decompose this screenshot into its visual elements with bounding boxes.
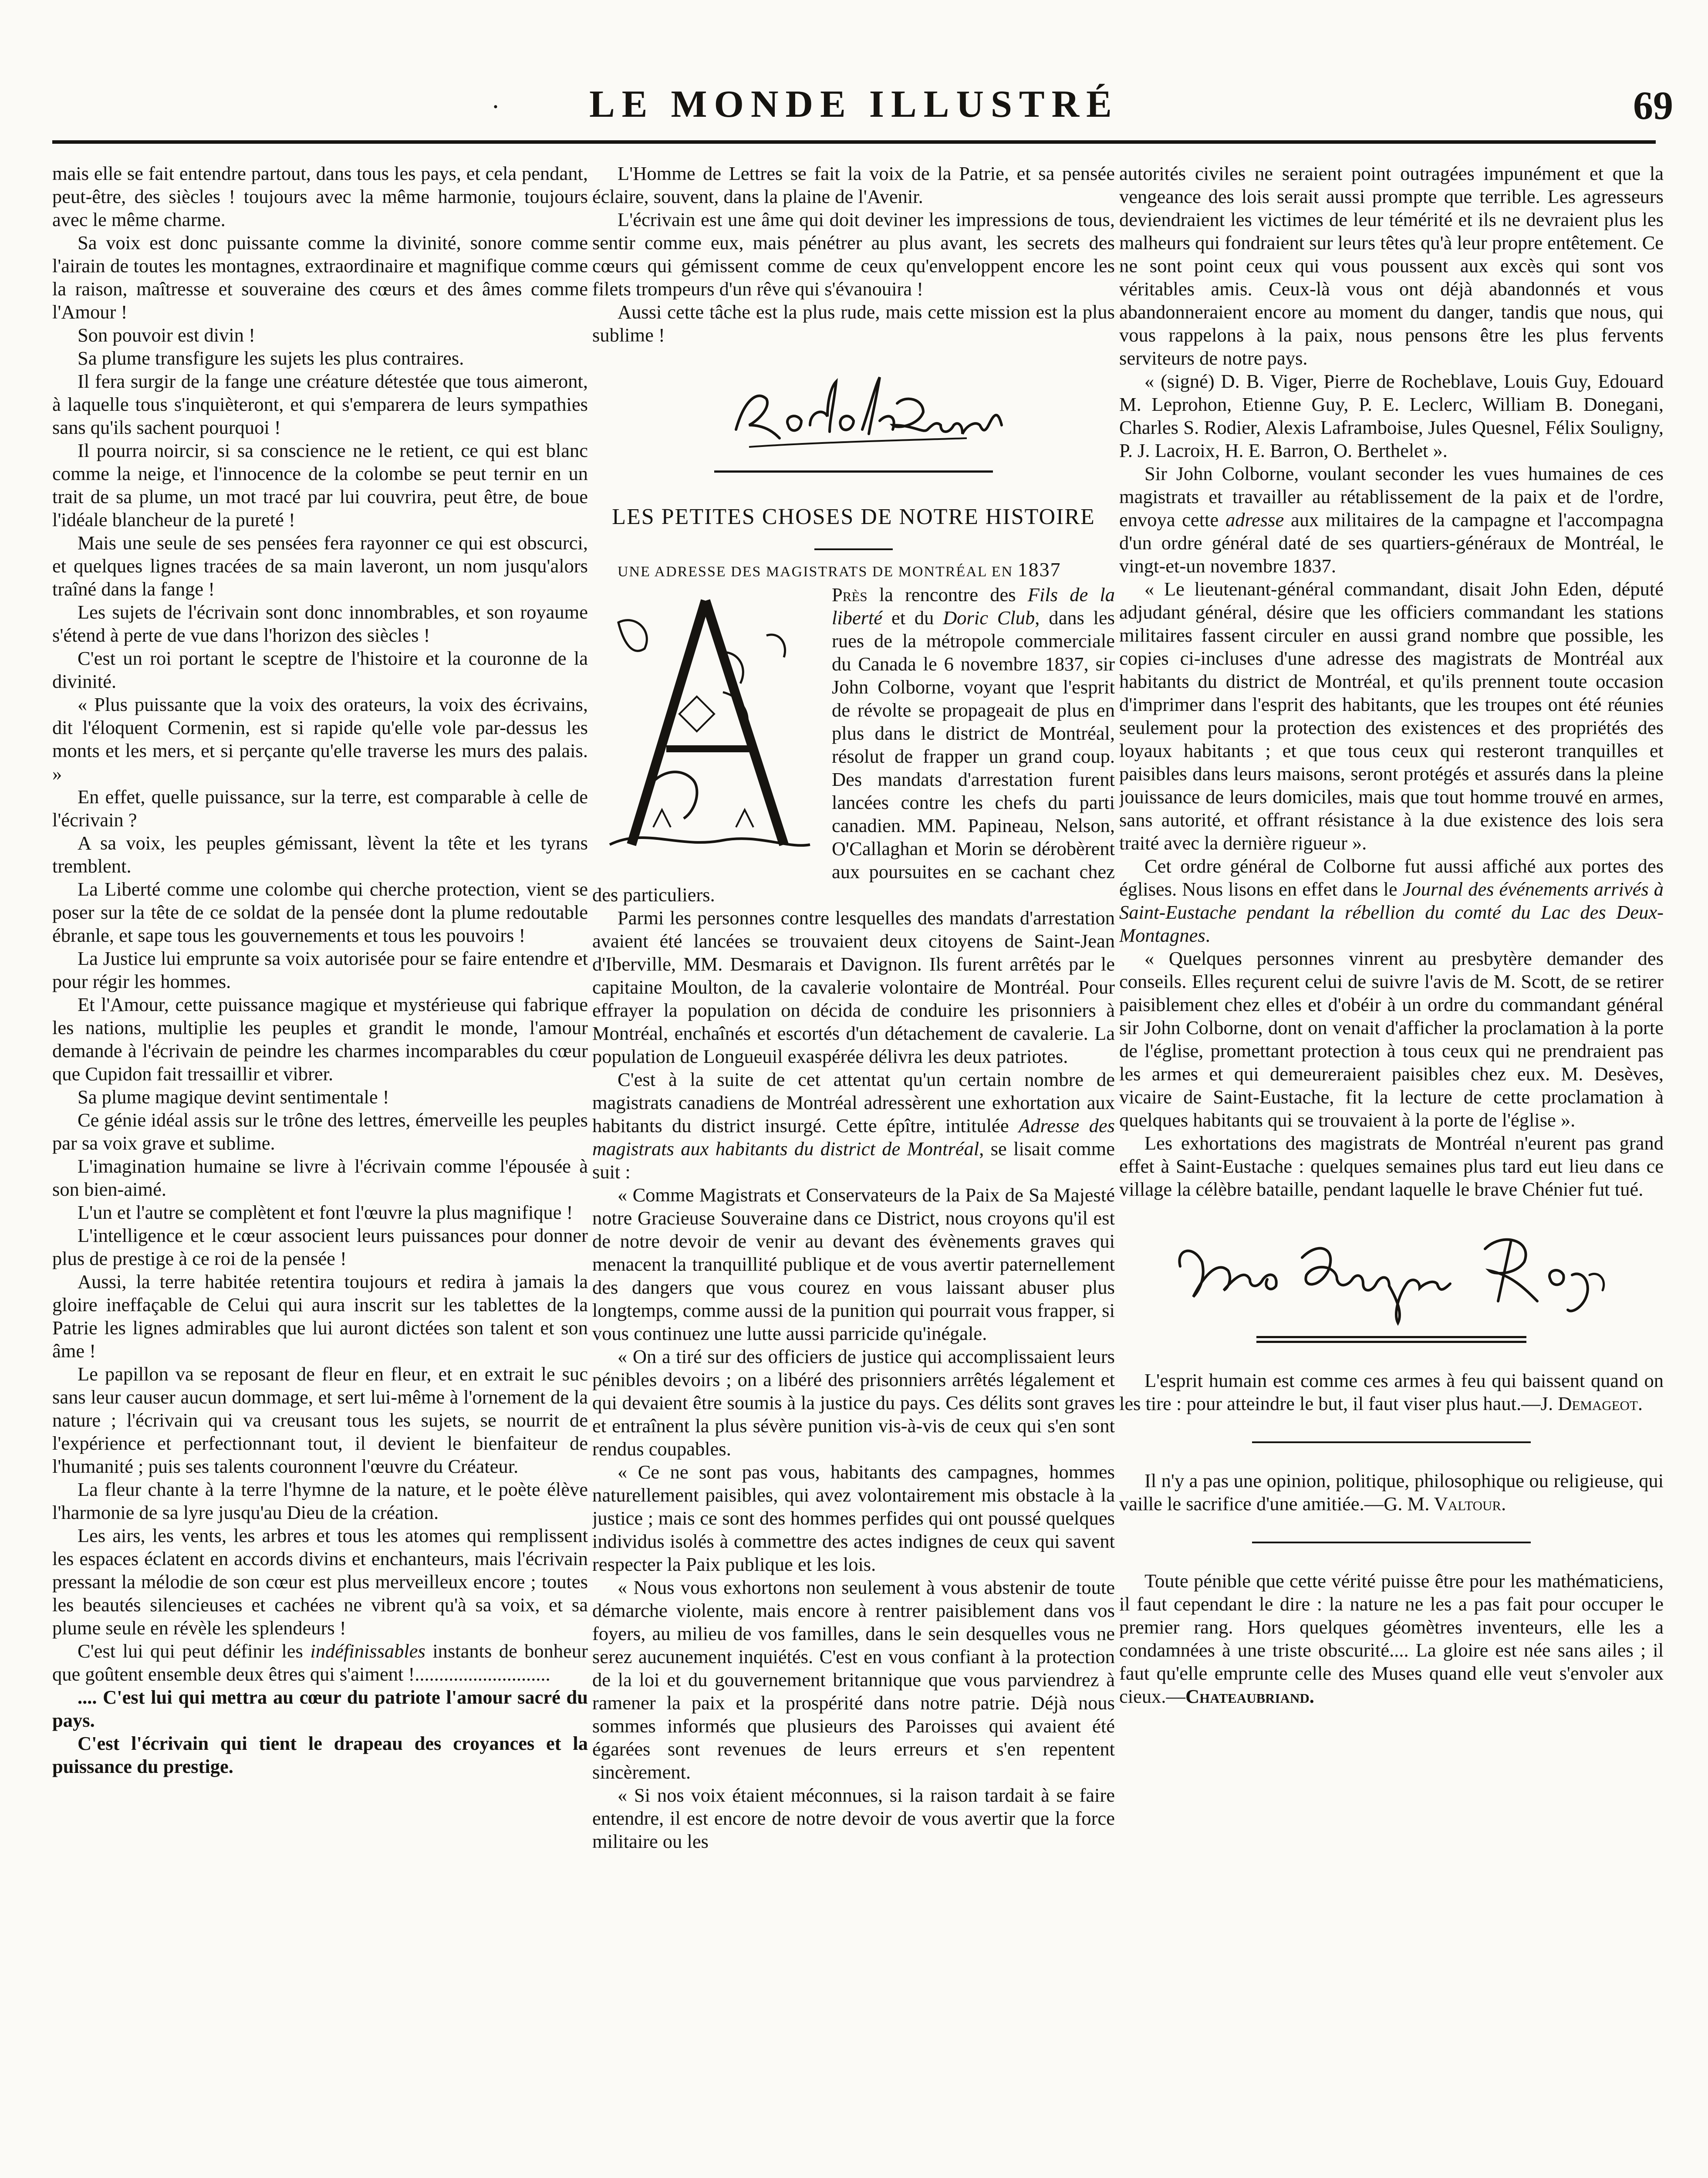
paragraph: Il fera surgir de la fange une créature détestée que tous aimeront, à laquelle tous s'inquièteront, et qui s'emparera de leurs sympathies sans qu'ils sachent pourquoi ! bbox=[52, 370, 588, 438]
journal-title: LE MONDE ILLUSTRÉ bbox=[589, 83, 1119, 125]
drop-cap-illustration bbox=[592, 583, 819, 862]
paragraph: A sa voix, les peuples gémissant, lèvent la tête et les tyrans tremblent. bbox=[52, 832, 588, 877]
separator-2 bbox=[1252, 1542, 1531, 1543]
paragraph-patriote: .... C'est lui qui mettra au cœur du patriote l'amour sacré du pays. bbox=[52, 1686, 588, 1731]
page-header bbox=[0, 0, 1708, 157]
paragraph: « Plus puissante que la voix des orateurs, la voix des écrivains, dit l'éloquent Cormenin, est si rapide qu'elle vole par-dessus les monts et les mers, et si perçante qu'elle traverse les murs des palais. » bbox=[52, 693, 588, 785]
paragraph: L'un et l'autre se complètent et font l'œuvre la plus magnifique ! bbox=[78, 1201, 573, 1223]
header-ornament: · bbox=[491, 92, 500, 121]
column-1-paragraphs bbox=[52, 162, 588, 1640]
quote-paragraph: « Comme Magistrats et Conservateurs de la Paix de Sa Majesté notre Gracieuse Souveraine dans ce District, nous croyons qu'il est de notre devoir de venir au devant des évènements graves qui menacent la tranquillité publique et de vous avertir paternellement des dangers que vous courez en vous laissant abuser plus longtemps, comme aussi de la punition qui pourrait vous frapper, si vous continuez une lutte aussi parricide qu'inégale. bbox=[592, 1184, 1115, 1344]
paragraph-adresse: C'est à la suite de cet attentat qu'un certain nombre de magistrats canadiens de Montréal adressèrent une exhortation aux habitants du district insurgé. Cette épître, intitulée Adresse des magistrats aux habitants du district de Montréal, se lisait comme suit : bbox=[592, 1069, 1115, 1183]
paragraph: Sa voix est donc puissante comme la divinité, sonore comme l'airain de toutes les montagnes, extraordinaire et magnifique comme la raison, maîtresse et souveraine des cœurs et des âmes comme l'Amour ! bbox=[52, 232, 588, 323]
signature-pierre-georges-roy bbox=[1119, 1214, 1664, 1327]
paragraph: La Justice lui emprunte sa voix autorisée pour se faire entendre et pour régir les hommes. bbox=[52, 947, 588, 992]
paragraph: Aussi cette tâche est la plus rude, mais cette mission est la plus sublime ! bbox=[592, 301, 1115, 346]
paragraph: L'Homme de Lettres se fait la voix de la Patrie, et sa pensée éclaire, souvent, dans la plaine de l'Avenir. bbox=[592, 162, 1115, 207]
paragraph: La fleur chante à la terre l'hymne de la nature, et le poète élève l'harmonie de sa lyre jusqu'au Dieu de la création. bbox=[52, 1478, 588, 1523]
column-2 bbox=[592, 162, 1115, 2178]
paragraph-order: « Le lieutenant-général commandant, disait John Eden, député adjudant général, désire que les officiers commandant les stations militaires fassent circuler en aussi grand nombre que possible, les copies ci-incluses d'une adresse des magistrats de Montréal aux habitants du district de Montréal, et qu'ils prennent toute occasion d'imprimer dans l'esprit des habitants, que les troupes ont été réunies seulement pour la protection des existences et des propriétés des loyaux habitants ; et que tous ceux qui resteront tranquilles et paisibles dans leurs maisons, seront protégés et assurés dans la pleine jouissance de leurs domiciles, mais que tout homme trouvé en armes, sans autorité, et offrant résistance à la due existence des lois sera traité avec la dernière rigueur ». bbox=[1119, 578, 1664, 854]
paragraph-colborne: Sir John Colborne, voulant seconder les vues humaines de ces magistrats et travailler au rétablissement de la paix et de l'ordre, envoya cette adresse aux militaires de la campagne et l'accompagna d'un ordre général daté de ses quartiers-généraux de Montréal, le vingt-et-un novembre 1837. bbox=[1119, 463, 1664, 577]
paragraph: Sa plume transfigure les sujets les plus contraires. bbox=[78, 347, 464, 369]
column-2-mid-paragraphs bbox=[592, 906, 1115, 1068]
quote-paragraph: « Nous vous exhortons non seulement à vous abstenir de toute démarche violente, mais encore à rentrer paisiblement dans vos foyers, au milieu de vos familles, dans le sein desquelles vous ne serez aucunement inquiétés. C'est en vous confiant à la protection de la loi et du gouvernement britannique que vous parviendrez à ramener la paix et la prospérité dans notre patrie. Déjà nous sommes informés que plusieurs des Paroisses qui avaient été égarées sont revenues de leurs erreurs et s'en repentent sincèrement. bbox=[592, 1576, 1115, 1783]
paragraph: Son pouvoir est divin ! bbox=[78, 324, 255, 346]
quote-demageot: L'esprit humain est comme ces armes à feu qui baissent quand on les tire : pour atteindre le but, il faut viser plus haut.—J. Demageot. bbox=[1119, 1370, 1664, 1414]
column-1 bbox=[52, 162, 588, 2178]
signature-drawing-2 bbox=[1119, 1214, 1664, 1327]
address-quotes bbox=[592, 1184, 1115, 1853]
separator-1 bbox=[1252, 1441, 1531, 1443]
paragraph: L'imagination humaine se livre à l'écrivain comme l'épousée à son bien-aimé. bbox=[52, 1155, 588, 1200]
double-rule bbox=[1256, 1336, 1526, 1343]
paragraph: mais elle se fait entendre partout, dans tous les pays, et cela pendant, peut-être, des siècles ! toujours avec la même harmonie, toujours avec le même charme. bbox=[52, 162, 588, 230]
section-subtitle: UNE ADRESSE DES MAGISTRATS DE MONTRÉAL EN 1837 bbox=[618, 558, 1061, 581]
signature-drawing bbox=[592, 360, 1115, 460]
paragraph: Le papillon va se reposant de fleur en fleur, et en extrait le suc sans leur causer aucun dommage, et sert lui-même à l'ornement de la nature ; l'écrivain qui va creusant tous les sujets, se nourrit de l'expérience et perfectionnant tout, il devient le bienfaiteur de l'humanité ; puis ses talents couronnent l'œuvre du Créateur. bbox=[52, 1363, 588, 1477]
paragraph: C'est un roi portant le sceptre de l'histoire et la couronne de la divinité. bbox=[52, 647, 588, 692]
column-2-top-paragraphs bbox=[592, 162, 1115, 347]
paragraph: Mais une seule de ses pensées fera rayonner ce qui est obscurci, et quelques lignes tracées de sa main laveront, un nom jusqu'alors traîné dans la fange ! bbox=[52, 532, 588, 600]
section-title: LES PETITES CHOSES DE NOTRE HISTOIRE bbox=[612, 504, 1095, 529]
paragraph-exhortations: Les exhortations des magistrats de Montréal n'eurent pas grand effet à Saint-Eustache : quelques semaines plus tard eut lieu dans ce village la célèbre bataille, pendant laquelle le brave Chénier fut tué. bbox=[1119, 1132, 1664, 1200]
section-intro: Près la rencontre des Fils de la liberté et du Doric Club, dans les rues de la métropole commerciale du Canada le 6 novembre 1837, sir John Colborne, voyant que l'esprit de révolte se propageait de plus en plus dans le district de Montréal, résolut de frapper un grand coup. Des mandats d'arrestation furent lancées contre les chefs du parti canadien. MM. Papineau, Nelson, O'Callaghan et Morin se dérobèrent aux poursuites en se cachant chez des particuliers. bbox=[592, 584, 1115, 906]
section-rule-top bbox=[714, 470, 993, 473]
title-rule bbox=[814, 548, 893, 550]
paragraph: L'écrivain est une âme qui doit deviner les impressions de tous, sentir comme eux, mais pénétrer au plus avant, les secrets des cœurs qui gémissent comme de ceux qu'enveloppent encore les filets trompeurs d'un rêve qui s'évanouira ! bbox=[592, 209, 1115, 300]
quote-paragraph: « Ce ne sont pas vous, habitants des campagnes, hommes naturellement paisibles, qui avez volontairement mis obstacle à la justice ; mais ce sont des hommes perfides qui ont poussé quelques individus isolés à commettre des actes indignes de ceux qui savent respecter la Paix publique et les lois. bbox=[592, 1461, 1115, 1575]
italic-word: indéfinissables bbox=[310, 1640, 425, 1662]
paragraph-personnes: « Quelques personnes vinrent au presbytère demander des conseils. Elles reçurent celui de suivre l'avis de M. Scott, de se retirer paisiblement chez elles et d'obéir à un ordre du commandant général sir John Colborne, dont on venait d'afficher la proclamation à la porte de l'église, promettant protection à tous ceux qui ne prendraient pas les armes et qui demeureraient paisibles chez eux. M. Desèves, vicaire de Saint-Eustache, fit la lecture de cette proclamation à quelques habitants qui se trouvaient à la porte de l'église ». bbox=[1119, 947, 1664, 1131]
header-rule bbox=[52, 140, 1656, 144]
paragraph-indefinissables: C'est lui qui peut définir les indéfinissables instants de bonheur que goûtent ensemble deux êtres qui s'aiment !............................ bbox=[52, 1640, 588, 1685]
column-3 bbox=[1119, 162, 1664, 2178]
paragraph-affiche: Cet ordre général de Colborne fut aussi affiché aux portes des églises. Nous lisons en effet dans le Journal des événements arrivés à Saint-Eustache pendant la rébellion du comté du Lac des Deux-Montagnes. bbox=[1119, 855, 1664, 946]
paragraph: La Liberté comme une colombe qui cherche protection, vient se poser sur la tête de ce soldat de la pensée dont la plume redoutable ébranle, et sape tous les gouvernements et tous les pouvoirs ! bbox=[52, 878, 588, 946]
paragraph: L'intelligence et le cœur associent leurs puissances pour donner plus de prestige à ce roi de la pensée ! bbox=[52, 1224, 588, 1269]
signature-rodolphe-brunet bbox=[592, 360, 1115, 460]
paragraph: Les airs, les vents, les arbres et tous les atomes qui remplissent les espaces éclatent en accords divins et enchanteurs, mais l'écrivain pressant la mélodie de son cœur est plus merveilleux encore ; toutes les beautés silencieuses et cachées ne vibrent qu'à sa voix, et sa plume seule en révèle les splendeurs ! bbox=[52, 1525, 588, 1639]
quote-valtour: Il n'y a pas une opinion, politique, philosophique ou religieuse, qui vaille le sacrifice d'une amitiée.—G. M. Valtour. bbox=[1119, 1470, 1664, 1515]
paragraph: Ce génie idéal assis sur le trône des lettres, émerveille les peuples par sa voix grave et sublime. bbox=[52, 1109, 588, 1154]
paragraph: Aussi, la terre habitée retentira toujours et redira à jamais la gloire ineffaçable de Celui qui aura inscrit sur les tablettes de la Patrie les lignes admirables que lui auront dictées son talent et son âme ! bbox=[52, 1271, 588, 1362]
page-number: 69 bbox=[1633, 83, 1673, 128]
paragraph-final: C'est l'écrivain qui tient le drapeau des croyances et la puissance du prestige. bbox=[52, 1732, 588, 1777]
paragraph: Et l'Amour, cette puissance magique et mystérieuse qui fabrique les nations, multiplie les peuples et grandit le monde, l'amour demande à l'écrivain de peindre les charmes incomparables du cœur que Cupidon fait tressaillir et vibrer. bbox=[52, 994, 588, 1085]
paragraph: Sa plume magique devint sentimentale ! bbox=[78, 1086, 389, 1108]
quote-paragraph: « Si nos voix étaient méconnues, si la raison tardait à se faire entendre, il est encore de notre devoir de vous avertir que la force militaire ou les bbox=[592, 1784, 1115, 1852]
paragraph: Les sujets de l'écrivain sont donc innombrables, et son royaume s'étend à perte de vue dans l'horizon des siècles ! bbox=[52, 601, 588, 646]
paragraph: Parmi les personnes contre lesquelles des mandats d'arrestation avaient été lancées se trouvaient deux citoyens de Saint-Jean d'Iberville, MM. Desmarais et Davignon. Ils furent arrêtés par le capitaine Moulton, de la cavalerie volontaire de Montréal. Pour effrayer la population on décida de conduire les prisonniers à Montréal, enchaînés et escortés d'un détachement de cavalerie. La population de Longueuil exaspérée délivra les deux patriotes. bbox=[592, 907, 1115, 1067]
quote-paragraph: « On a tiré sur des officiers de justice qui accomplissaient leurs pénibles devoirs ; on a libéré des prisonniers arrêtés légalement et qui devaient être soumis à la justice du pays. Ces délits sont graves et entraînent la plus sévère punition vis-à-vis de ceux qui s'en sont rendus coupables. bbox=[592, 1346, 1115, 1460]
letter-a-illustration bbox=[592, 583, 819, 862]
quote-chateaubriand: Toute pénible que cette vérité puisse être pour les mathématiciens, il faut cependant le dire : la nature ne les a pas fait pour occuper le premier rang. Hors quelques géomètres inventeurs, elle les a condamnées à une triste obscurité.... La gloire est née sans ailes ; il faut qu'elle emprunte celle des Muses quand elle veut s'envoler aux cieux.—Chateaubriand. bbox=[1119, 1570, 1664, 1707]
paragraph: Il pourra noircir, si sa conscience ne le retient, ce qui est blanc comme la neige, et l'innocence de la colombe se peut ternir en un trait de sa plume, un mot tracé par lui couvrira, peut être, de boue l'idéale blancheur de la pureté ! bbox=[52, 440, 588, 531]
paragraph: En effet, quelle puissance, sur la terre, est comparable à celle de l'écrivain ? bbox=[52, 786, 588, 831]
paragraph-continuation: autorités civiles ne seraient point outragées impunément et que la vengeance des lois serait aussi prompte que terrible. Les agresseurs deviendraient les victimes de leur témérité et ils ne devraient plus les malheurs qui fondraient sur leurs têtes qu'à leur propre entêtement. Ce ne sont point ceux qui vous poussent aux excès qui sont vos véritables amis. Ceux-là vous ont déjà abandonnés et vous abandonneraient encore au moment du danger, tandis que nous, qui vous rappelons à la paix, nous pensons être les plus fervents serviteurs de notre pays. bbox=[1119, 162, 1664, 369]
paragraph-signed: « (signé) D. B. Viger, Pierre de Rocheblave, Louis Guy, Edouard M. Leprohon, Etienne Guy, P. E. Leclerc, William B. Donegani, Charles S. Rodier, Alexis Laframboise, Jules Quesnel, Félix Souligny, P. J. Lacroix, H. E. Barron, O. Berthelet ». bbox=[1119, 370, 1664, 461]
